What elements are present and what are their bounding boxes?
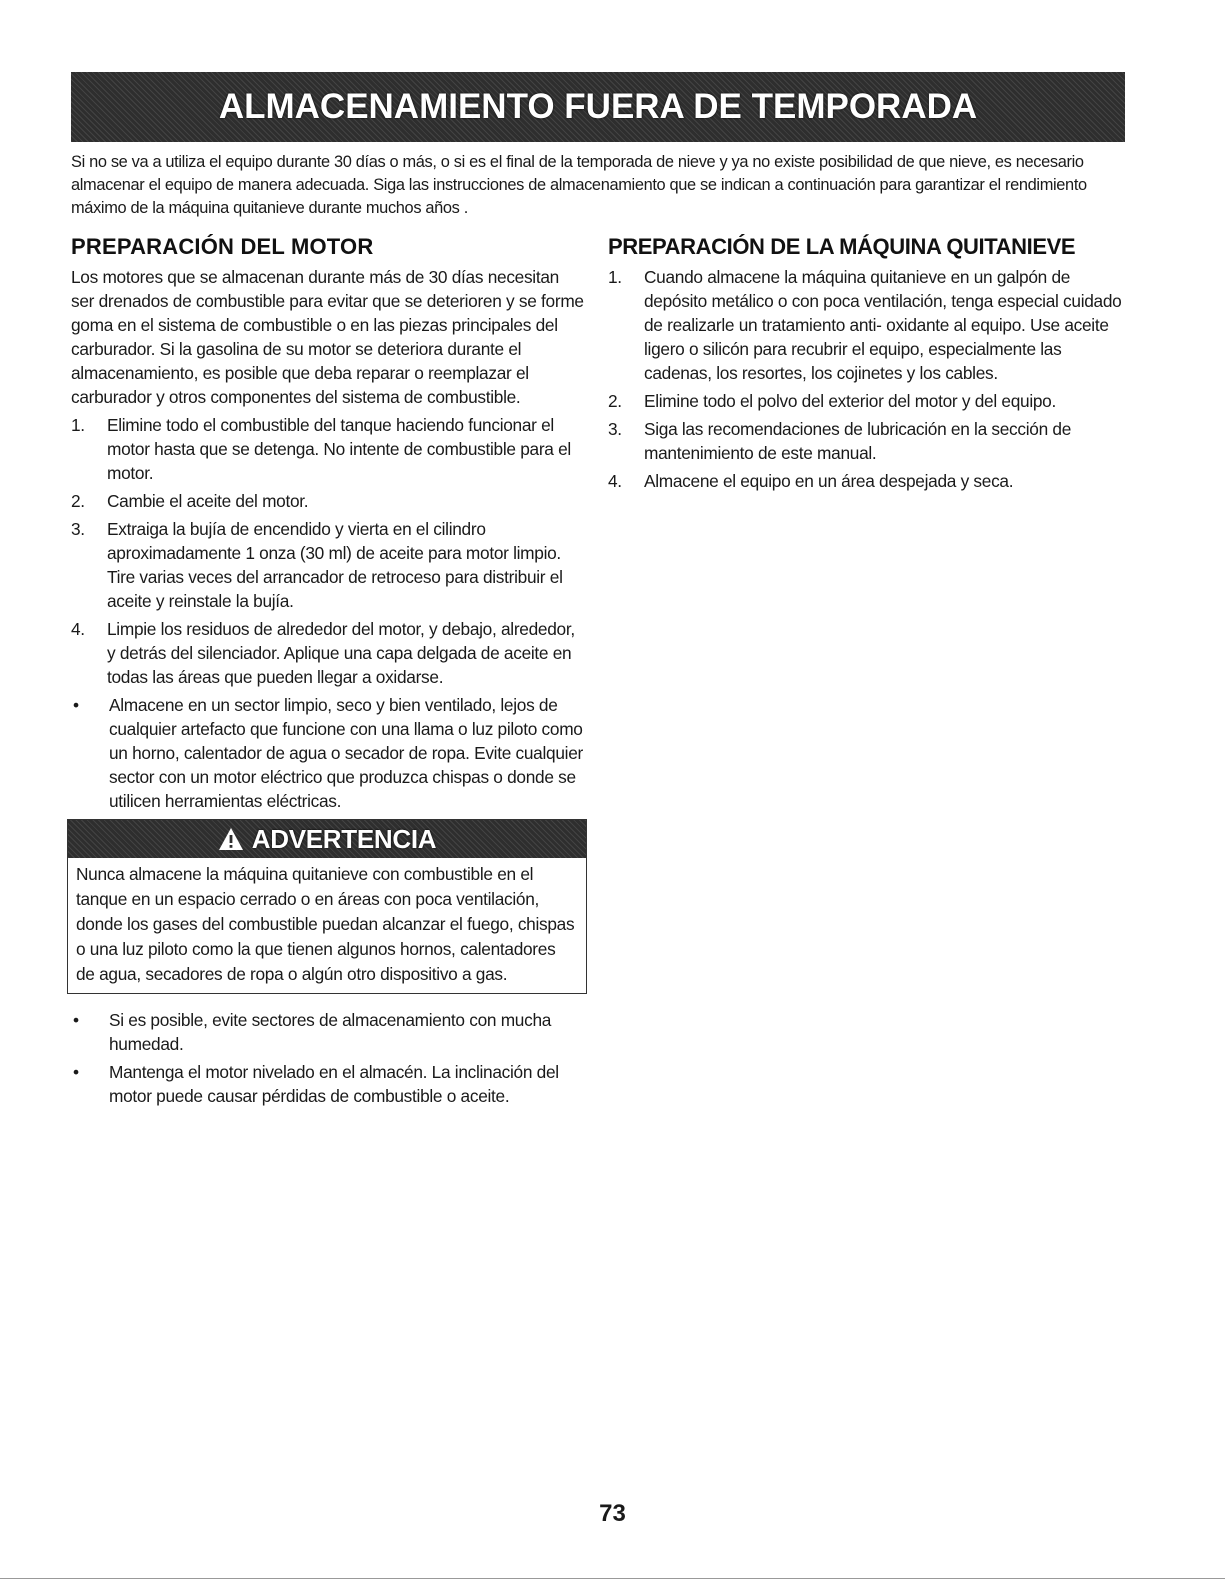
list-item-text: Cuando almacene la máquina quitanieve en un galpón de depósito metálico o con poca ventilación, tenga especial cuidado de realizarle un tratamiento anti- oxidante al equipo. Use aceite ligero o silicón para recubrir el equipo, especialmente las cadenas, los resortes, los cojinetes y los cables. <box>644 267 1122 383</box>
warning-header <box>68 820 586 858</box>
list-item <box>71 617 586 689</box>
bullet-marker: • <box>73 695 79 715</box>
list-item-text: Si es posible, evite sectores de almacenamiento con mucha humedad. <box>109 1010 552 1054</box>
bullet-marker: • <box>73 1010 79 1030</box>
list-item <box>71 1008 586 1056</box>
list-item <box>608 265 1123 385</box>
list-marker: 3. <box>71 519 85 539</box>
engine-paragraph: Los motores que se almacenan durante más de 30 días necesitan ser drenados de combustible para evitar que se deterioren y se forme goma en el sistema de combustible o en las piezas principales del carburador. Si la gasolina de su motor se deteriora durante el almacenamiento, es posible que deba reparar o reemplazar el carburador y otros componentes del sistema de combustible. <box>71 267 584 407</box>
list-item <box>71 693 586 813</box>
list-item <box>71 489 586 513</box>
list-item <box>71 413 586 485</box>
list-marker: 4. <box>608 471 622 491</box>
list-item-text: Limpie los residuos de alrededor del motor, y debajo, alrededor, y detrás del silenciador. Aplique una capa delgada de aceite en todas las áreas que pueden llegar a oxidarse. <box>107 619 575 687</box>
intro-paragraph: Si no se va a utiliza el equipo durante 30 días o más, o si es el final de la temporada de nieve y ya no existe posibilidad de que nieve, es necesario almacenar el equipo de manera adecuada. Siga las instrucciones de almacenamiento que se indican a continuación para garantizar el rendimiento máximo de la máquina quitanieve durante muchos años . <box>71 153 1087 217</box>
list-item-text: Almacene en un sector limpio, seco y bien ventilado, lejos de cualquier artefacto que funcione con una llama o luz piloto como un horno, calentador de agua o secador de ropa. Evite cualquier sector con un motor eléctrico que produzca chispas o donde se utilicen herramientas eléctricas. <box>109 695 583 811</box>
title-banner <box>71 72 1125 142</box>
list-marker: 1. <box>71 415 85 435</box>
list-item <box>71 517 586 613</box>
list-item-text: Cambie el aceite del motor. <box>107 491 309 511</box>
bottom-divider <box>0 1578 1225 1579</box>
warning-text: Nunca almacene la máquina quitanieve con combustible en el tanque en un espacio cerrado o en áreas con poca ventilación, donde los gases del combustible puedan alcanzar el fuego, chispas o una luz piloto como la que tienen algunos hornos, calentadores de agua, secadores de ropa o algún otro dispositivo a gas. <box>76 864 575 984</box>
engine-section <box>71 233 586 1112</box>
list-item-text: Extraiga la bujía de encendido y vierta en el cilindro aproximadamente 1 onza (30 ml) de aceite para motor limpio. Tire varias veces del arrancador de retroceso para distribuir el aceite y reinstale la bujía. <box>107 519 563 611</box>
warning-title: ADVERTENCIA <box>251 824 437 854</box>
list-marker: 4. <box>71 619 85 639</box>
list-item-text: Almacene el equipo en un área despejada y seca. <box>644 471 1014 491</box>
list-item <box>71 1060 586 1108</box>
warning-box <box>67 819 587 994</box>
list-item <box>608 389 1123 413</box>
list-marker: 2. <box>608 391 622 411</box>
page-number: 73 <box>599 1500 626 1527</box>
warning-triangle-icon <box>218 827 244 851</box>
snowblower-heading: PREPARACIÓN DE LA MÁQUINA QUITANIEVE <box>608 234 1076 259</box>
list-item <box>608 417 1123 465</box>
bullet-marker: • <box>73 1062 79 1082</box>
page-title: ALMACENAMIENTO FUERA DE TEMPORADA <box>218 87 978 126</box>
snowblower-section <box>608 233 1123 497</box>
list-item-text: Mantenga el motor nivelado en el almacén. La inclinación del motor puede causar pérdidas de combustible o aceite. <box>109 1062 559 1106</box>
list-item-text: Elimine todo el combustible del tanque haciendo funcionar el motor hasta que se detenga. No intente de combustible para el motor. <box>107 415 571 483</box>
list-marker: 2. <box>71 491 85 511</box>
list-marker: 1. <box>608 267 622 287</box>
list-item <box>608 469 1123 493</box>
engine-heading: PREPARACIÓN DEL MOTOR <box>71 234 374 259</box>
list-marker: 3. <box>608 419 622 439</box>
list-item-text: Siga las recomendaciones de lubricación en la sección de mantenimiento de este manual. <box>644 419 1072 463</box>
list-item-text: Elimine todo el polvo del exterior del motor y del equipo. <box>644 391 1056 411</box>
